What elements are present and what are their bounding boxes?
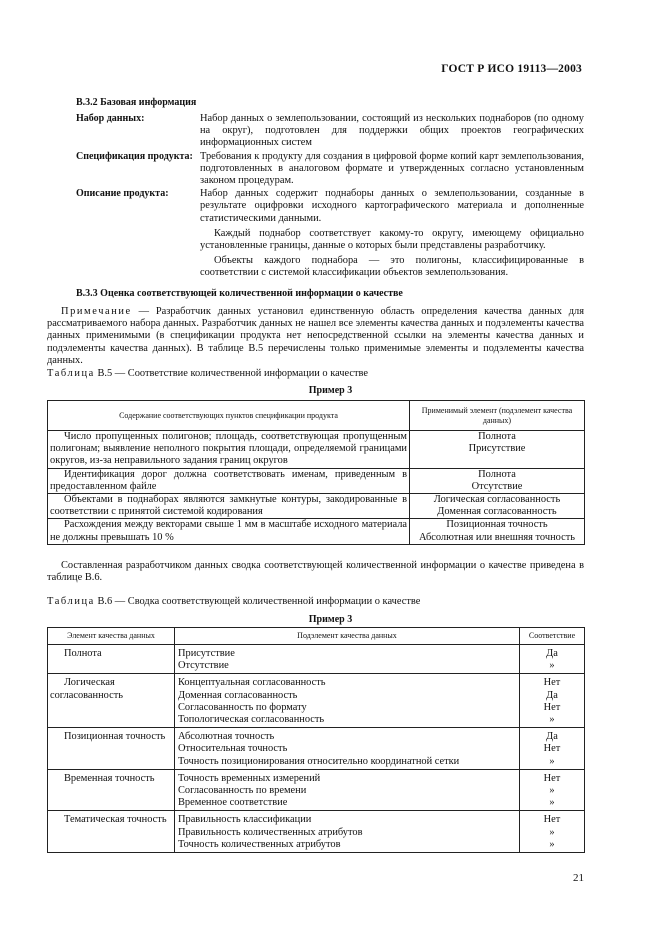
product-spec-term: Спецификация продукта: xyxy=(76,150,193,162)
subelement-item: Абсолютная точность xyxy=(178,731,275,743)
subelement-item: Точность позиционирования относительно координатной сетки xyxy=(178,755,460,767)
conformance-value: Нет xyxy=(543,743,561,755)
conformance-value: » xyxy=(549,797,555,809)
page-number: 21 xyxy=(573,872,584,884)
conformance-value: Да xyxy=(546,648,558,659)
subelement-cell xyxy=(175,645,520,674)
subelement-cell xyxy=(175,728,520,770)
table-b6-example: Пример 3 xyxy=(308,614,353,625)
spec-content-cell: Объектами в поднаборах являются замкнутые контуры, закодированные в соответствии с принятой системой кодирования xyxy=(48,494,410,519)
table-row xyxy=(48,674,585,728)
subelement-name: Абсолютная или внешняя точность xyxy=(419,531,575,543)
table-b5-header-element: Применимый элемент (подэлемент качества данных) xyxy=(410,401,585,431)
element-cell xyxy=(410,468,585,493)
conformance-value: Нет xyxy=(543,677,561,689)
table-b5-caption-text: В.5 — Соответствие количественной информации о качестве xyxy=(94,368,369,379)
subelement-name: Присутствие xyxy=(468,443,526,455)
subelement-item: Присутствие xyxy=(178,648,235,659)
product-desc-text: Набор данных содержит поднаборы данных о землепользовании, созданные в результате оцифровки исходного картографического материала и дополненные статистическими данными. xyxy=(200,188,584,224)
conformance-cell xyxy=(520,728,585,770)
table-b5-caption xyxy=(47,368,368,380)
note-label: Примечание xyxy=(61,306,132,317)
element-name: Полнота xyxy=(478,468,516,480)
table-b5-header-content: Содержание соответствующих пунктов спецификации продукта xyxy=(48,401,410,431)
table-row xyxy=(48,769,585,811)
table-row xyxy=(48,494,585,519)
section-b32-title: B.3.2 Базовая информация xyxy=(76,97,197,108)
conformance-cell xyxy=(520,769,585,811)
table-row xyxy=(48,811,585,853)
table-b6 xyxy=(47,627,585,853)
product-spec-row xyxy=(76,151,584,188)
conformance-value: » xyxy=(549,755,555,767)
table-row xyxy=(48,431,585,469)
basic-info-list xyxy=(76,113,584,281)
table-b6-header-conformance: Соответствие xyxy=(520,628,585,645)
dataset-row xyxy=(76,113,584,150)
conformance-cell xyxy=(520,674,585,728)
subelement-cell xyxy=(175,769,520,811)
spec-content-cell: Число пропущенных полигонов; площадь, соответствующая пропущенным полигонам; выявление неполного покрытия площади, определяемой границами округов, из-за неправильного задания границ округов xyxy=(48,431,410,469)
quality-element-cell: Временная точность xyxy=(48,769,175,811)
spec-content-cell: Расхождения между векторами свыше 1 мм в масштабе исходного материала не должны превышать 10 % xyxy=(48,519,410,544)
running-header: ГОСТ Р ИСО 19113—2003 xyxy=(441,63,582,75)
table-b6-caption xyxy=(47,596,420,608)
subelement-name: Доменная согласованность xyxy=(437,506,557,518)
table-b5-header-row xyxy=(48,401,585,431)
table-row xyxy=(48,728,585,770)
conformance-value: » xyxy=(549,714,555,726)
element-cell xyxy=(410,519,585,544)
table-b5 xyxy=(47,400,585,545)
conformance-value: Да xyxy=(546,731,558,743)
summary-paragraph: Составленная разработчиком данных сводка соответствующей количественной информации о качестве приведена в таблице В.6. xyxy=(47,560,584,584)
element-name: Полнота xyxy=(478,431,516,442)
product-desc-extra-1: Каждый поднабор соответствует какому-то округу, имеющему официально установленные границы, данные о которых были представлены разработчику. xyxy=(200,227,584,252)
conformance-value: Нет xyxy=(543,701,561,713)
element-cell xyxy=(410,431,585,469)
quality-element-cell: Позиционная точность xyxy=(48,728,175,770)
quality-element-cell: Тематическая точность xyxy=(48,811,175,853)
subelement-cell xyxy=(175,674,520,728)
subelement-item: Согласованность по формату xyxy=(178,701,307,713)
subelement-item: Доменная согласованность xyxy=(178,689,298,701)
conformance-value: » xyxy=(549,826,555,838)
conformance-cell xyxy=(520,645,585,674)
subelement-item: Относительная точность xyxy=(178,743,288,755)
subelement-item: Точность количественных атрибутов xyxy=(178,838,341,850)
table-row xyxy=(48,468,585,493)
section-b33-title: B.3.3 Оценка соответствующей количественной информации о качестве xyxy=(76,288,403,299)
note-text: — Разработчик данных установил единственную область определения качества данных для рассматриваемого набора данных. Разработчик данных не нашел все элементы качества данных и подэлементы качества данных применимыми (в спецификации продукта нет непосредственной ссылки на элементы качества данных и подэлементы качества данных). В таблице В.5 перечислены только применимые элементы и подэлементы качества данных. xyxy=(47,306,584,366)
conformance-cell xyxy=(520,811,585,853)
subelement-item: Отсутствие xyxy=(178,660,229,672)
product-desc-term: Описание продукта: xyxy=(76,188,169,200)
conformance-value: Нет xyxy=(543,772,561,784)
subelement-item: Правильность классификации xyxy=(178,814,312,826)
subelement-item: Концептуальная согласованность xyxy=(178,677,326,689)
subelement-item: Временное соответствие xyxy=(178,797,288,809)
note-paragraph xyxy=(47,306,584,367)
dataset-term: Набор данных: xyxy=(76,113,145,124)
quality-element-cell: Логическая согласованность xyxy=(48,674,175,728)
subelement-item: Точность временных измерений xyxy=(178,772,321,784)
conformance-value: » xyxy=(549,785,555,797)
quality-element-cell: Полнота xyxy=(48,645,175,674)
table-b5-caption-label: Таблица xyxy=(47,368,95,379)
table-b6-caption-text: В.6 — Сводка соответствующей количественной информации о качестве xyxy=(94,596,421,607)
table-b5-example: Пример 3 xyxy=(308,385,353,396)
element-cell xyxy=(410,494,585,519)
subelement-cell xyxy=(175,811,520,853)
product-desc-row xyxy=(76,188,584,279)
table-b6-header-row xyxy=(48,628,585,645)
table-b6-header-element: Элемент качества данных xyxy=(48,628,175,645)
table-row xyxy=(48,519,585,544)
product-desc-extra-2: Объекты каждого поднабора — это полигоны, классифицированные в соответствии с системой классификации объектов землепользования. xyxy=(200,255,584,279)
table-b6-header-subelement: Подэлемент качества данных xyxy=(175,628,520,645)
subelement-item: Согласованность по времени xyxy=(178,785,307,797)
dataset-text: Набор данных о землепользовании, состоящий из нескольких поднаборов (по одному на округ), подготовлен для поддержки общих проектов географических информационных систем xyxy=(200,113,584,149)
spec-content-cell: Идентификация дорог должна соответствовать именам, приведенным в предоставленном файле xyxy=(48,468,410,493)
subelement-name: Отсутствие xyxy=(471,480,523,492)
subelement-item: Правильность количественных атрибутов xyxy=(178,826,363,838)
product-spec-text: Требования к продукту для создания в цифровой форме копий карт землепользования, подготовленных в аналоговом формате и утвержденных согласно установленным законом процедурам. xyxy=(200,150,584,187)
subelement-item: Топологическая согласованность xyxy=(178,714,325,726)
element-name: Позиционная точность xyxy=(446,519,548,531)
table-row xyxy=(48,645,585,674)
conformance-value: » xyxy=(549,838,555,850)
conformance-value: Нет xyxy=(543,814,561,826)
conformance-value: » xyxy=(549,660,555,672)
element-name: Логическая согласованность xyxy=(433,494,561,506)
conformance-value: Да xyxy=(546,689,558,701)
table-b6-caption-label: Таблица xyxy=(47,596,95,607)
